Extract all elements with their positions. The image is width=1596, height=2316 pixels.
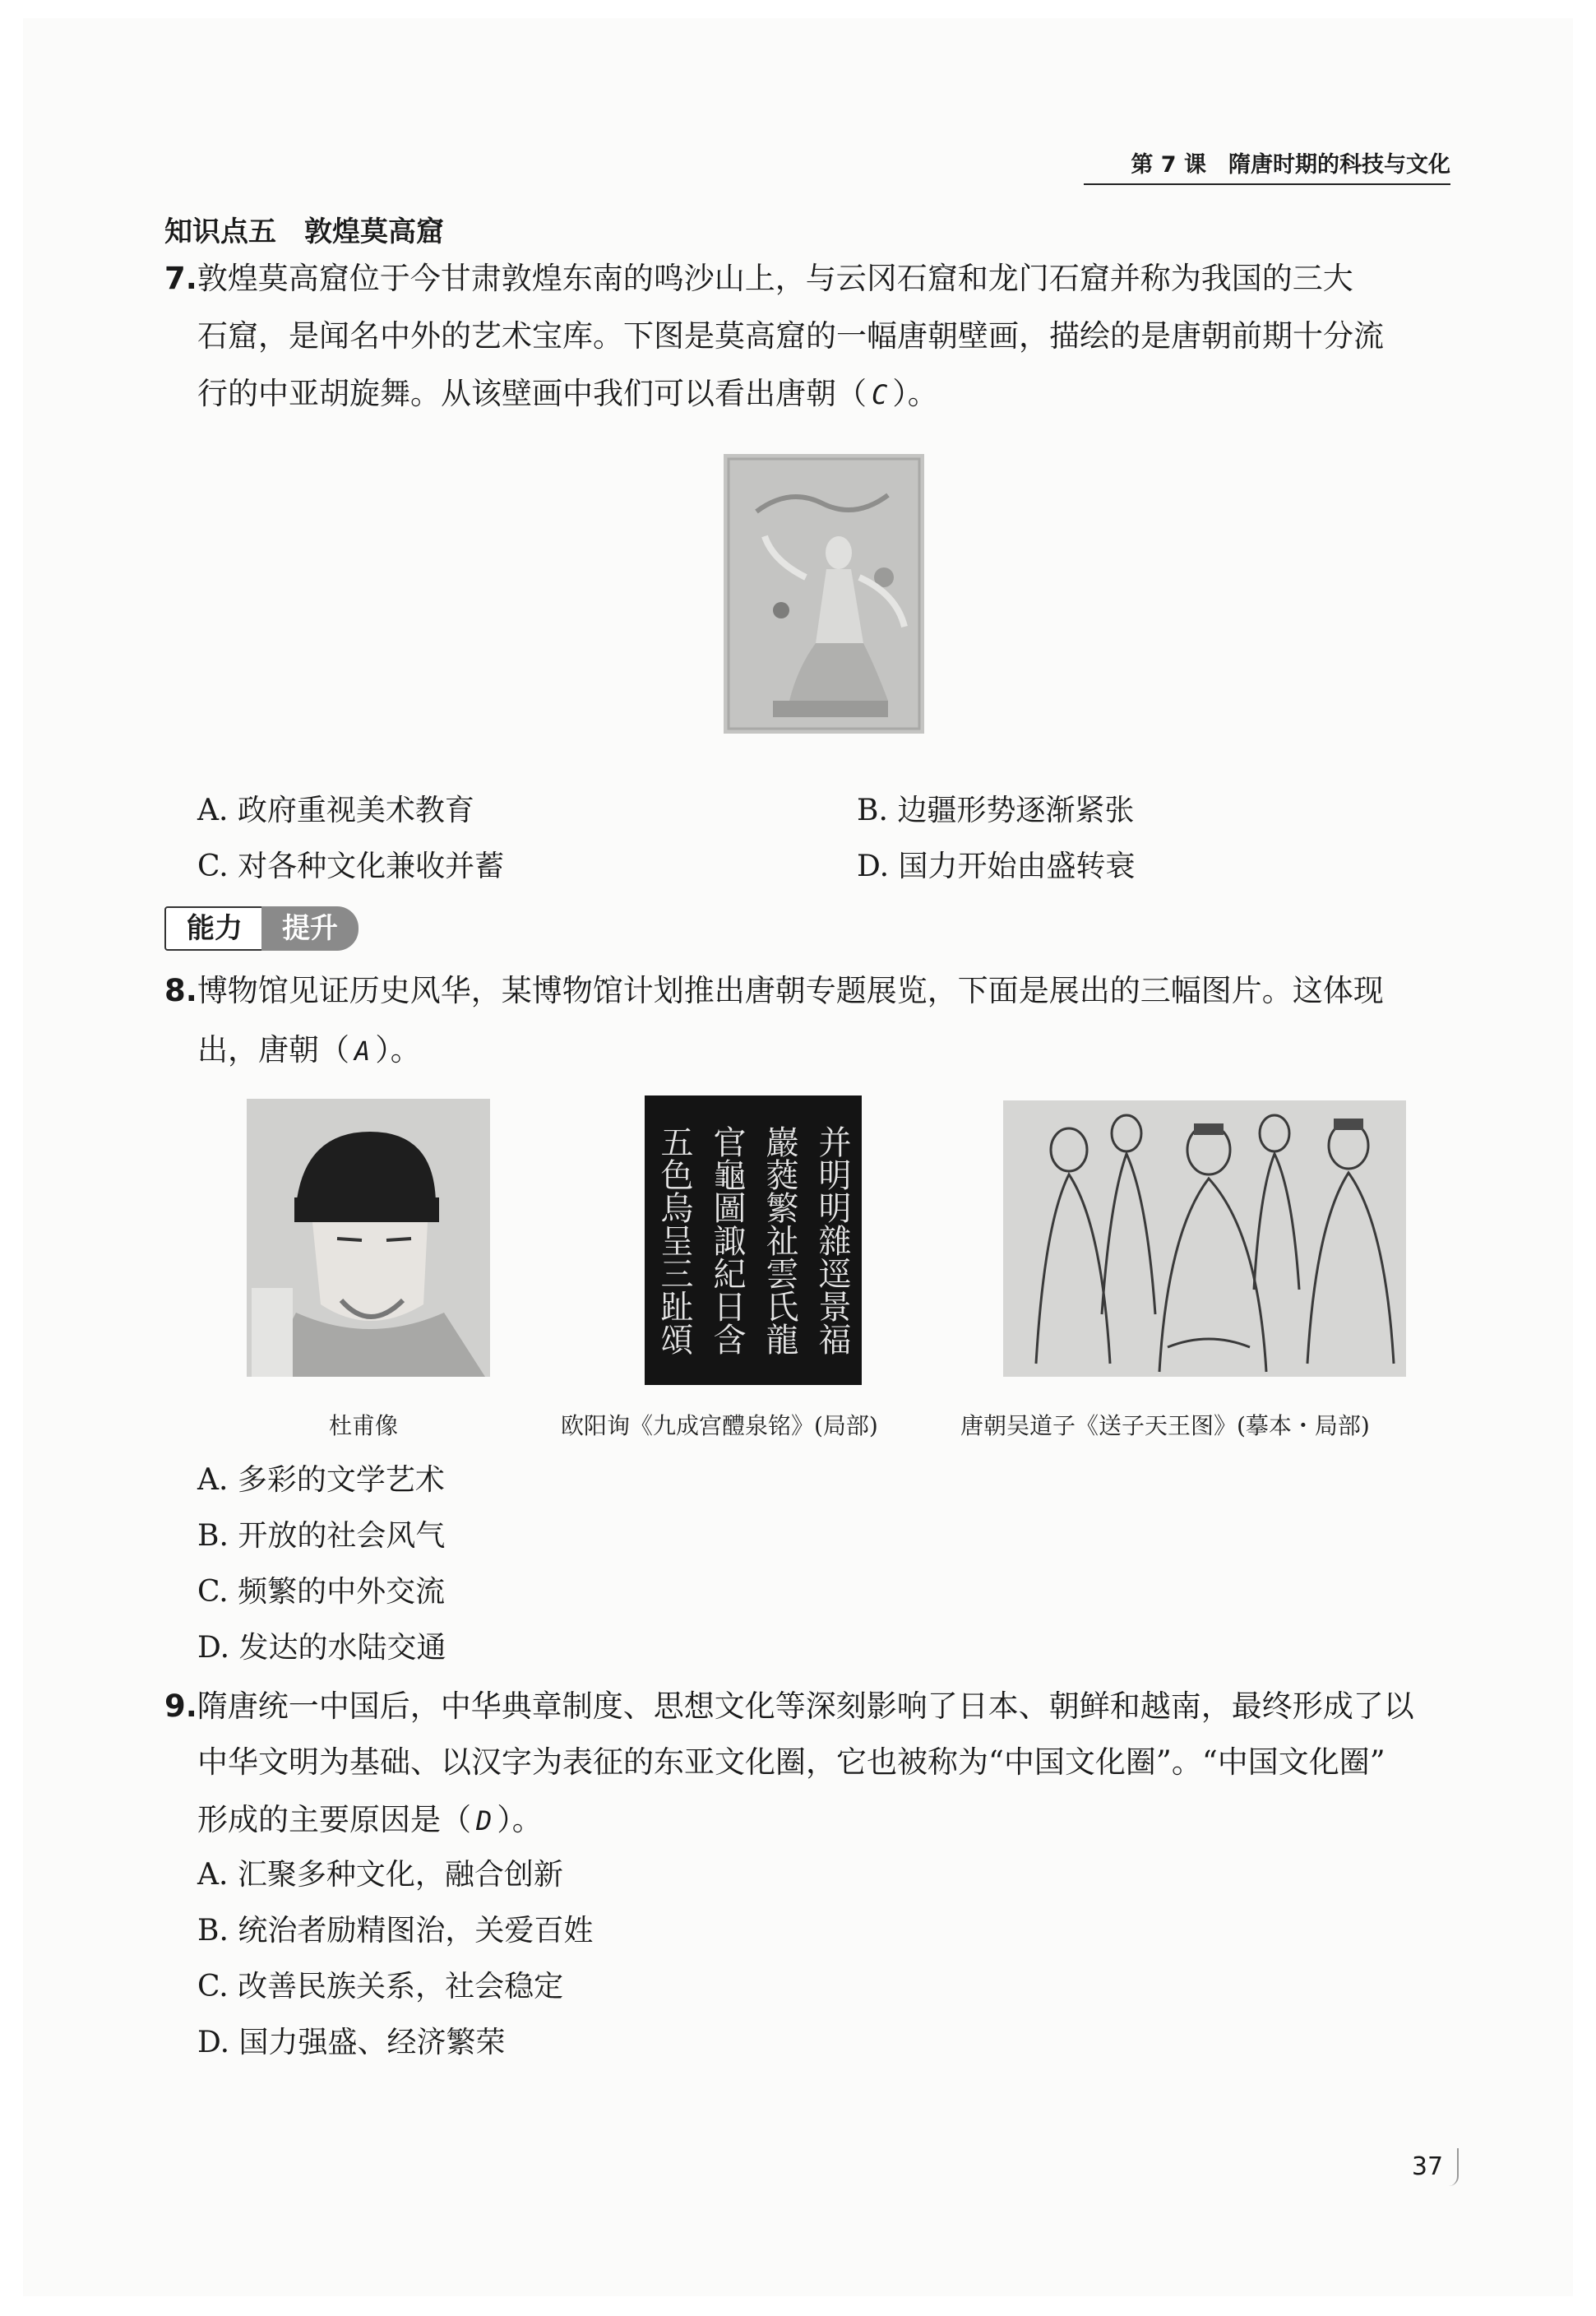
q9-number: 9. [164, 1688, 197, 1724]
q8-number: 8. [164, 973, 197, 1008]
caption-dufu: 杜甫像 [329, 1412, 399, 1439]
q8-line2 [197, 1032, 421, 1068]
q8-line1 [164, 975, 1384, 1006]
calligraphy-column [813, 1100, 851, 1380]
q8-text-line2: 出，唐朝（ [197, 1032, 349, 1068]
q9-line1 [164, 1688, 1414, 1724]
mural-image [724, 454, 924, 734]
calligraphy-text: 巖蕤繁祉雲氏龍 [761, 1125, 798, 1355]
lesson-header: 第 7 课 隋唐时期的科技与文化 [1084, 146, 1450, 185]
q9-option-d[interactable]: D. 国力强盛、经济繁荣 [197, 2026, 506, 2059]
q7-option-a[interactable]: A. 政府重视美术教育 [197, 794, 474, 827]
calligraphy-column [708, 1100, 746, 1380]
calligraphy-column [763, 1100, 796, 1380]
q7-text-line3-end: ）。 [892, 376, 938, 411]
ability-badge [164, 906, 355, 951]
q7-text-line1: 敦煌莫高窟位于今甘肃敦煌东南的鸣沙山上，与云冈石窟和龙门石窟并称为我国的三大 [197, 261, 1353, 296]
q9-text-line2: 中华文明为基础、以汉字为表征的东亚文化圈，它也被称为“中国文化圈”。“中国文化圈” [197, 1744, 1386, 1780]
q9-option-c[interactable]: C. 改善民族关系，社会稳定 [197, 1970, 564, 2003]
q7-text-line3: 行的中亚胡旋舞。从该壁画中我们可以看出唐朝（ [197, 376, 867, 411]
q9-text-line3: 形成的主要原因是（ [197, 1802, 471, 1837]
calligraphy-image [645, 1095, 862, 1385]
q9-option-a[interactable]: A. 汇聚多种文化，融合创新 [197, 1858, 563, 1892]
calligraphy-column [655, 1100, 693, 1380]
q8-option-d[interactable]: D. 发达的水陆交通 [197, 1631, 446, 1665]
calligraphy-text: 并明明雜逕景福 [813, 1125, 851, 1355]
caption-calligraphy: 欧阳询《九成宫醴泉铭》(局部) [561, 1412, 878, 1439]
q9-text-line1: 隋唐统一中国后，中华典章制度、思想文化等深刻影响了日本、朝鲜和越南，最终形成了以 [197, 1688, 1414, 1724]
q8-option-c[interactable]: C. 频繁的中外交流 [197, 1575, 446, 1609]
section-title: 知识点五 敦煌莫高窟 [164, 215, 444, 248]
caption-painting: 唐朝吴道子《送子天王图》(摹本・局部) [960, 1412, 1370, 1439]
portrait-drawing [247, 1099, 490, 1377]
q7-number: 7. [164, 261, 197, 296]
q7-answer: C [872, 379, 888, 410]
q8-option-a[interactable]: A. 多彩的文学艺术 [197, 1463, 445, 1497]
q7-text-line2: 石窟，是闻名中外的艺术宝库。下图是莫高窟的一幅唐朝壁画，描绘的是唐朝前期十分流 [197, 318, 1384, 354]
dufu-portrait-image [247, 1099, 490, 1377]
q8-answer: A [354, 1035, 371, 1067]
badge-part2: 提升 [261, 906, 359, 951]
q7-option-c[interactable]: C. 对各种文化兼收并蓄 [197, 850, 505, 883]
page-number: 37 [1398, 2148, 1459, 2186]
calligraphy-text: 五色烏呈三趾頌 [655, 1125, 693, 1355]
q7-option-b[interactable]: B. 边疆形势逐渐紧张 [857, 794, 1135, 827]
badge-part1: 能力 [164, 906, 265, 951]
q9-option-b[interactable]: B. 统治者励精图治，关爱百姓 [197, 1914, 594, 1948]
q7-line3 [197, 378, 938, 409]
q7-line1 [164, 263, 1353, 294]
mural-drawing [724, 454, 924, 734]
q7-option-d[interactable]: D. 国力开始由盛转衰 [857, 850, 1136, 883]
q9-answer: D [476, 1805, 493, 1837]
painting-drawing [1003, 1100, 1406, 1377]
q8-option-b[interactable]: B. 开放的社会风气 [197, 1519, 446, 1553]
painting-image [1003, 1100, 1406, 1377]
q9-line3 [197, 1804, 543, 1835]
q9-text-line3-end: ）。 [497, 1802, 543, 1837]
calligraphy-text: 官龜圖諏紀日含 [708, 1125, 746, 1355]
q8-text-line1: 博物馆见证历史风华，某博物馆计划推出唐朝专题展览，下面是展出的三幅图片。这体现 [197, 973, 1384, 1008]
q8-text-line2-end: ）。 [375, 1032, 421, 1068]
